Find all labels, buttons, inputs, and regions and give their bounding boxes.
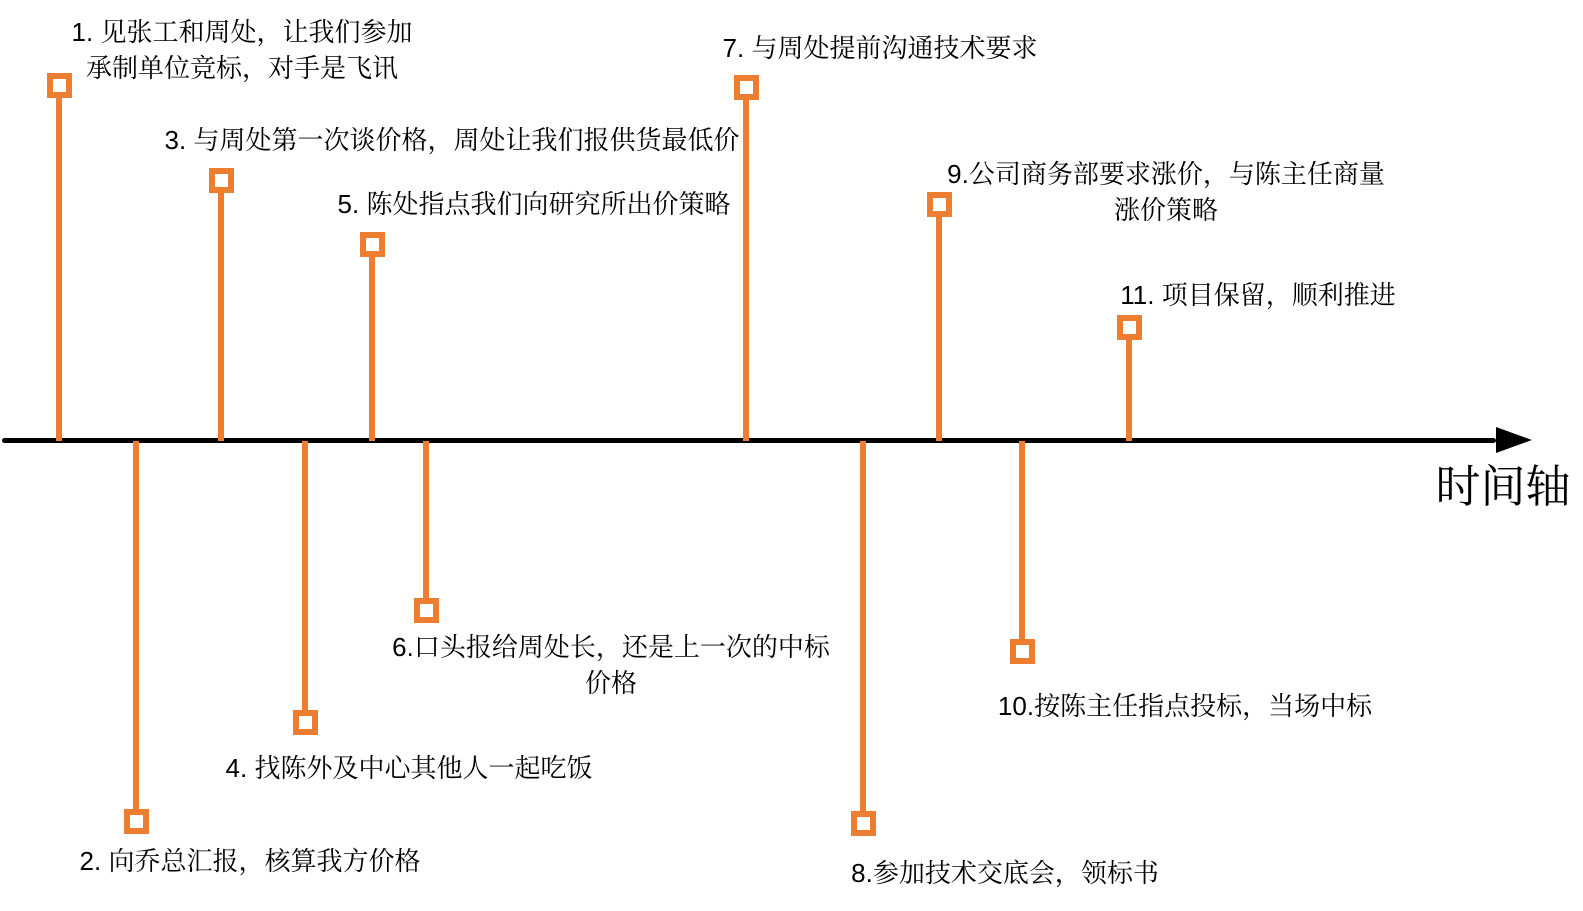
- event-label: [896, 156, 1436, 228]
- event-label: [790, 855, 1220, 891]
- event-label-line: 11. 项目保留，顺利推进: [1120, 280, 1396, 310]
- event-label: [142, 122, 762, 158]
- event-marker-icon: [209, 168, 234, 193]
- event-label: [22, 14, 462, 86]
- event-label: [304, 186, 764, 222]
- timeline-axis-label: 时间轴: [1435, 461, 1571, 512]
- event-stem: [423, 441, 429, 610]
- event-stem: [1126, 327, 1132, 441]
- event-marker-icon: [1117, 315, 1142, 340]
- event-label: [351, 629, 871, 701]
- event-stem: [369, 244, 375, 441]
- event-stem: [936, 204, 942, 441]
- event-label: [179, 750, 639, 786]
- event-label-line: 承制单位竞标，对手是飞讯: [85, 53, 398, 83]
- event-marker-icon: [414, 598, 439, 623]
- event-label-line: 10.按陈主任指点投标，当场中标: [997, 691, 1373, 721]
- event-label-line: 4. 找陈外及中心其他人一起吃饭: [225, 753, 593, 783]
- event-marker-icon: [1010, 639, 1035, 664]
- event-marker-icon: [734, 75, 759, 100]
- event-label: [30, 843, 470, 879]
- event-stem: [133, 441, 139, 821]
- event-label: [955, 688, 1415, 724]
- event-marker-icon: [124, 809, 149, 834]
- event-marker-icon: [293, 710, 318, 735]
- event-label-line: 9.公司商务部要求涨价，与陈主任商量: [947, 159, 1385, 189]
- event-marker-icon: [360, 232, 385, 257]
- event-label-line: 8.参加技术交底会，领标书: [851, 858, 1159, 888]
- event-stem: [56, 85, 62, 441]
- event-label-line: 涨价策略: [1113, 195, 1218, 225]
- event-label-line: 3. 与周处第一次谈价格，周处让我们报供货最低价: [164, 125, 740, 155]
- event-stem: [302, 441, 308, 722]
- event-label-line: 6.口头报给周处长，还是上一次的中标: [392, 632, 830, 662]
- event-label-line: 价格: [584, 668, 637, 698]
- event-label-line: 7. 与周处提前沟通技术要求: [722, 33, 1038, 63]
- event-stem: [218, 180, 224, 441]
- event-stem: [1019, 441, 1025, 651]
- event-label-line: 5. 陈处指点我们向研究所出价策略: [337, 189, 731, 219]
- event-label-line: 2. 向乔总汇报，核算我方价格: [79, 846, 421, 876]
- timeline-axis: [2, 438, 1496, 443]
- event-label: [1068, 277, 1448, 313]
- event-label-line: 1. 见张工和周处，让我们参加: [71, 17, 413, 47]
- event-stem: [743, 87, 749, 441]
- event-marker-icon: [851, 811, 876, 836]
- event-label: [665, 30, 1095, 66]
- event-stem: [860, 441, 866, 823]
